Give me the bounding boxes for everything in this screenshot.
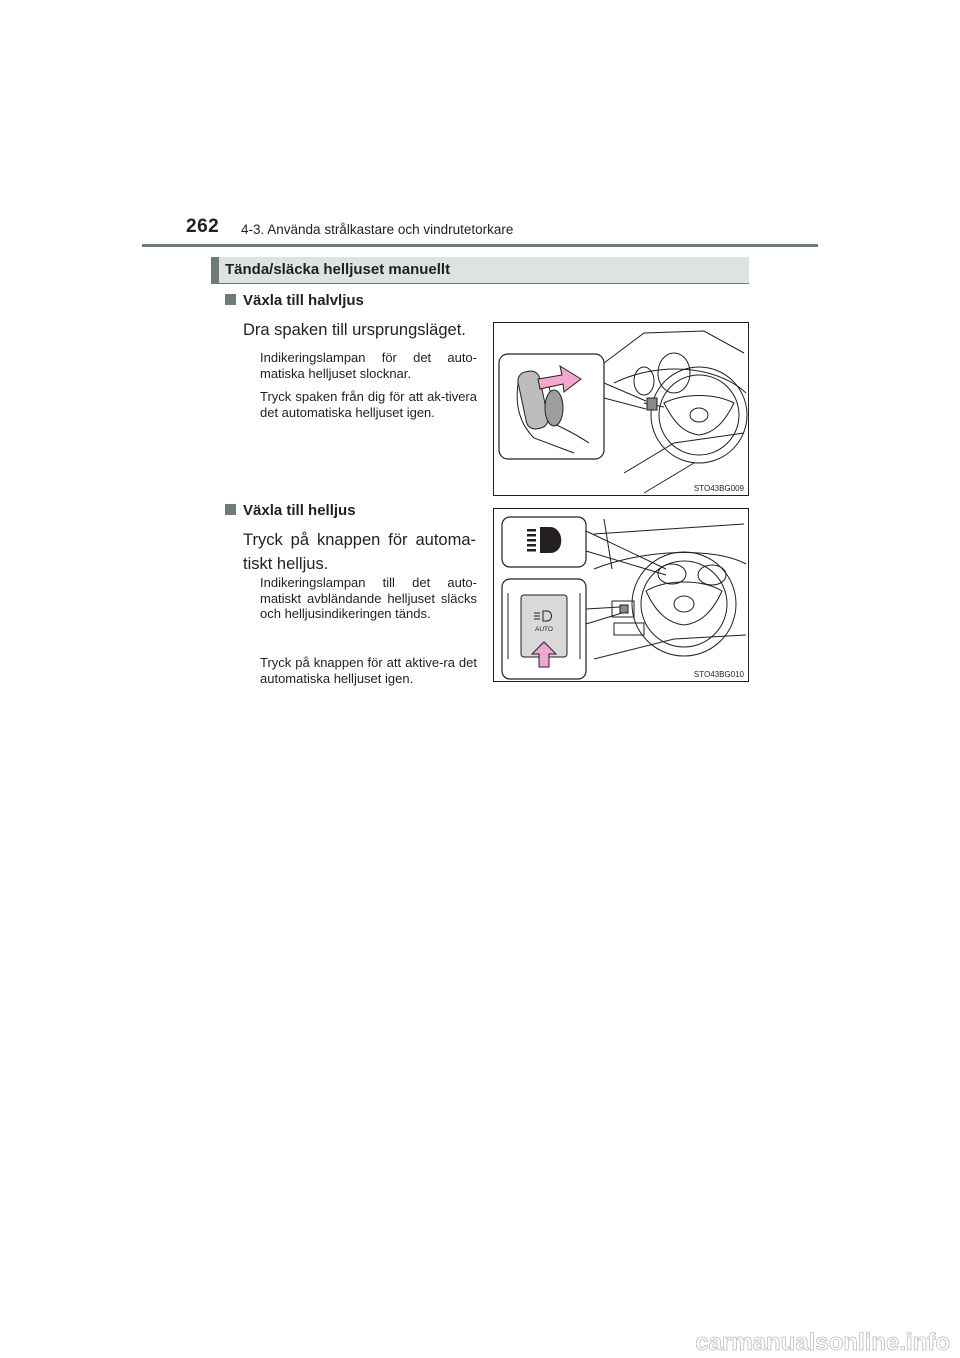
note-low-beam-1: Indikeringslampan för det auto-matiska helljuset slocknar. (260, 350, 477, 381)
figure-auto-button (493, 508, 749, 682)
chapter-title: 4-3. Använda strålkastare och vindrutetorkare (241, 222, 514, 237)
auto-button-label: AUTO (535, 626, 553, 633)
button-illustration (494, 509, 750, 683)
figure-code-1: STO43BG009 (693, 484, 744, 493)
subheading-high-beam (225, 502, 356, 519)
watermark-text: carmanualsonline.info (695, 1329, 950, 1356)
note-high-beam-2: Tryck på knappen för att aktive-ra det automatiska helljuset igen. (260, 655, 477, 686)
header-rule (142, 244, 818, 247)
square-bullet-icon (225, 294, 236, 305)
step-low-beam: Dra spaken till ursprungsläget. (243, 321, 466, 339)
lever-illustration (494, 323, 750, 497)
subheading-low-beam (225, 292, 364, 309)
figure-lever-pull (493, 322, 749, 496)
square-bullet-icon (225, 504, 236, 515)
subheading-high-beam-text: Växla till helljus (243, 502, 356, 519)
page-number: 262 (186, 216, 220, 237)
section-heading-bar (211, 257, 749, 284)
figure-code-2: STO43BG010 (693, 670, 744, 679)
section-heading-marker (211, 257, 219, 283)
step-high-beam: Tryck på knappen för automa-tiskt helljus. (243, 531, 476, 573)
subheading-low-beam-text: Växla till halvljus (243, 292, 364, 309)
section-title: Tända/släcka helljuset manuellt (225, 261, 451, 278)
note-low-beam-2: Tryck spaken från dig för att ak-tivera det automatiska helljuset igen. (260, 389, 477, 420)
watermark-logo (575, 1326, 955, 1356)
note-high-beam-1: Indikeringslampan till det auto-matiskt avbländande helljuset släcks och helljusindikeringen tänds. (260, 575, 477, 621)
